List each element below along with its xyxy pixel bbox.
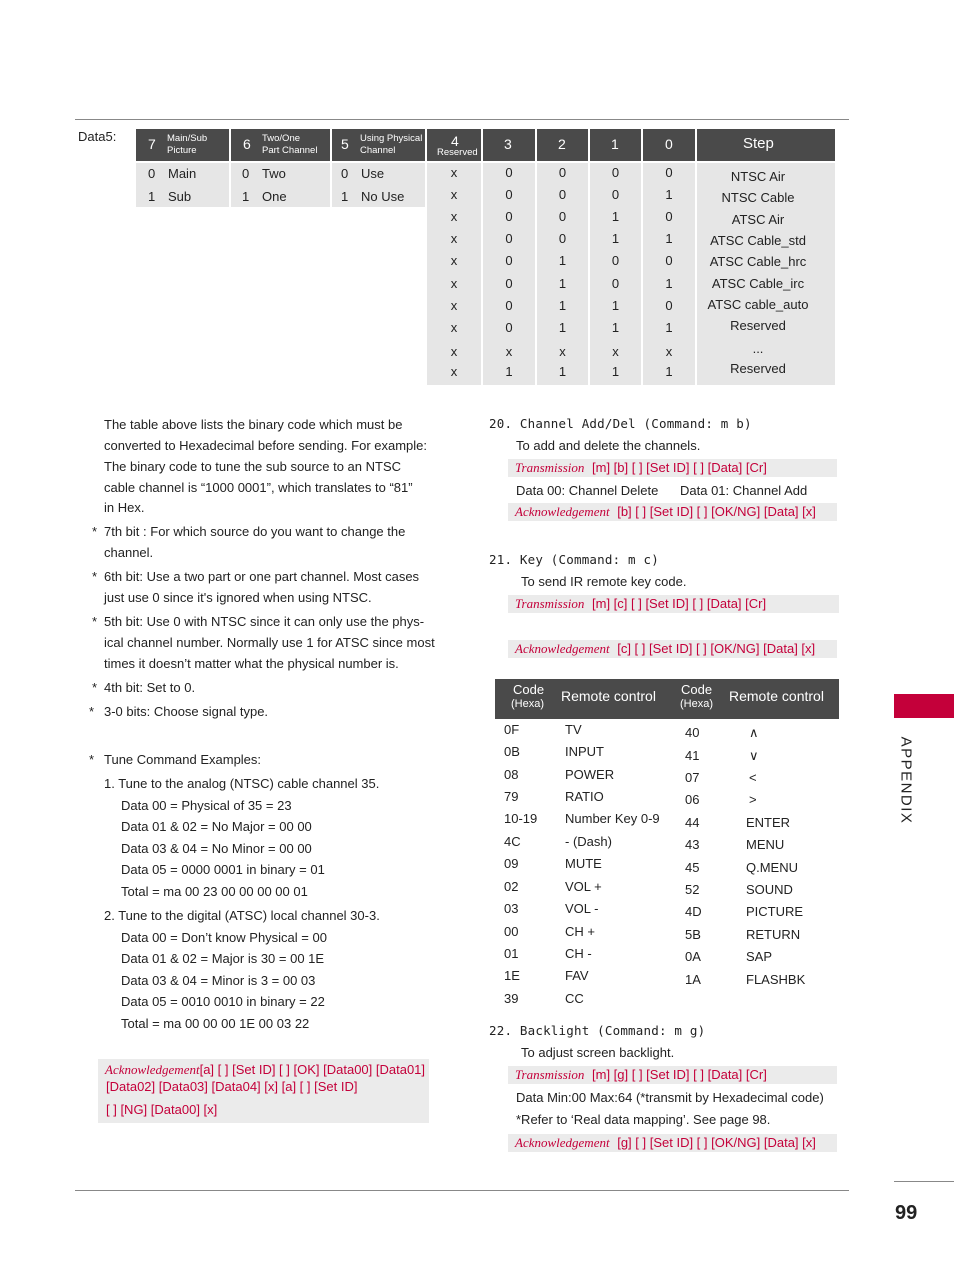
- key-code: 44: [685, 815, 700, 830]
- left-ack-line: [Data02] [Data03] [Data04] [x] [a] [ ] [Set ID]: [106, 1079, 358, 1094]
- key-code: 1E: [504, 968, 520, 983]
- note-text: 3-0 bits: Choose signal type.: [104, 704, 269, 719]
- step-name: Reserved: [730, 361, 786, 376]
- bit5-name-0: Use: [361, 166, 385, 181]
- key-name: VOL -: [565, 901, 599, 916]
- step-name: ATSC Air: [731, 212, 785, 227]
- key-name: MUTE: [565, 856, 602, 871]
- key-name: Q.MENU: [746, 860, 798, 875]
- key-code: 06: [685, 792, 700, 807]
- step-header-label: Step: [743, 135, 774, 152]
- intro-line: The table above lists the binary code which must be: [104, 417, 403, 432]
- key-code: 41: [685, 748, 700, 763]
- key-code: 00: [504, 924, 519, 939]
- side-tab-bar: [894, 694, 954, 718]
- example-line: Data 05 = 0010 0010 in binary = 22: [121, 994, 325, 1009]
- key-name: TV: [565, 722, 582, 737]
- example-line: Total = ma 00 00 00 1E 00 03 22: [121, 1016, 310, 1031]
- tune-bullet: *: [89, 752, 95, 767]
- bit5-header: [332, 129, 425, 161]
- key-code: 39: [504, 991, 519, 1006]
- bit6-val-1: 1: [242, 189, 250, 204]
- key-name: CH +: [565, 924, 595, 939]
- bit4-label: Reserved: [437, 147, 478, 158]
- bit3-value: x: [505, 344, 513, 359]
- bit1-value: x: [612, 344, 619, 359]
- ack-format: [c] [ ] [Set ID] [ ] [OK/NG] [Data] [x]: [617, 641, 816, 656]
- code-header-left: Code: [513, 682, 545, 697]
- step-name: ATSC Cable_irc: [711, 276, 805, 291]
- bit0-number: 0: [665, 136, 673, 152]
- ack-format: [g] [ ] [Set ID] [ ] [OK/NG] [Data] [x]: [617, 1135, 816, 1150]
- key-name: >: [749, 792, 757, 807]
- key-name: RATIO: [565, 789, 604, 804]
- bit0-value: 1: [665, 320, 673, 335]
- key-name: RETURN: [746, 927, 801, 942]
- section-20-acknowledgement: [508, 503, 837, 521]
- bit1-header: [590, 129, 641, 161]
- example-line: Data 00 = Physical of 35 = 23: [121, 798, 292, 813]
- bit5-label: Using Physical Channel: [360, 133, 423, 156]
- key-name: ∧: [749, 725, 759, 740]
- bit2-value: 1: [558, 320, 567, 335]
- tune-title: Tune Command Examples:: [104, 752, 262, 767]
- bit4-value: x: [450, 364, 458, 379]
- left-ack-label: Acknowledgement: [105, 1062, 200, 1077]
- key-code: 01: [504, 946, 519, 961]
- key-name: FLASHBK: [746, 972, 806, 987]
- key-name: SAP: [746, 949, 773, 964]
- example-line: Data 00 = Don’t know Physical = 00: [121, 930, 327, 945]
- bit6-val-0: 0: [242, 166, 250, 181]
- bit3-value: 0: [505, 231, 513, 246]
- bit6-number: 6: [243, 136, 251, 152]
- bit4-value: x: [450, 320, 458, 335]
- key-code: 4C: [504, 834, 521, 849]
- bit3-value: 0: [505, 276, 513, 291]
- transmission-format: [m] [b] [ ] [Set ID] [ ] [Data] [Cr]: [592, 460, 767, 475]
- bit7-label: Main/Sub Picture: [167, 133, 208, 156]
- bit1-value: 1: [611, 209, 620, 224]
- key-code: 43: [685, 837, 700, 852]
- key-name: MENU: [746, 837, 785, 852]
- bit2-value: 0: [558, 165, 567, 180]
- section-20-heading: 20. Channel Add/Del (Command: m b): [489, 416, 752, 431]
- bit2-header: [537, 129, 588, 161]
- left-ack-box: [98, 1059, 429, 1123]
- left-ack-line: [ ] [NG] [Data00] [x]: [106, 1102, 218, 1117]
- bit0-header: [643, 129, 695, 161]
- bit4-value: x: [450, 165, 458, 180]
- step-header: [697, 129, 835, 161]
- bit0-value: 0: [665, 253, 673, 268]
- example-line: Data 03 & 04 = Minor is 3 = 00 03: [121, 973, 316, 988]
- transmission-label: Transmission: [515, 596, 585, 611]
- bit4-value: x: [450, 209, 458, 224]
- section-21-desc: To send IR remote key code.: [521, 574, 687, 589]
- remote-header-right: Remote control: [729, 688, 824, 704]
- page-number-rule: [894, 1181, 954, 1182]
- transmission-label: Transmission: [515, 460, 585, 475]
- bottom-rule: [75, 1190, 849, 1191]
- bit3-value: 0: [505, 187, 513, 202]
- key-name: Number Key 0-9: [565, 811, 660, 826]
- bit6-name-1: One: [262, 189, 287, 204]
- section-21-heading: 21. Key (Command: m c): [489, 552, 659, 567]
- key-code: 5B: [685, 927, 701, 942]
- key-code: 02: [504, 879, 519, 894]
- key-code: 4D: [685, 904, 702, 919]
- step-name: ATSC Cable_hrc: [709, 254, 807, 269]
- key-name: INPUT: [565, 744, 604, 759]
- bit4-value: x: [450, 231, 458, 246]
- bit7-header: [136, 129, 229, 161]
- section-21-acknowledgement: [508, 640, 837, 658]
- bit1-value: 0: [611, 276, 620, 291]
- bit3-value: 0: [505, 298, 513, 313]
- bit2-value: 1: [558, 276, 567, 291]
- example-line: 1. Tune to the analog (NTSC) cable channel 35.: [104, 776, 380, 791]
- bit3-header: [483, 129, 535, 161]
- bit4-value: x: [450, 344, 458, 359]
- section-22-note: *Refer to ‘Real data mapping’. See page 98.: [516, 1112, 771, 1127]
- ack-label: Acknowledgement: [515, 1135, 610, 1150]
- bit0-value: 1: [665, 276, 673, 291]
- bit1-value: 1: [611, 364, 620, 379]
- bit5-number: 5: [341, 136, 349, 152]
- key-code: 07: [685, 770, 700, 785]
- note-text: 4th bit: Set to 0.: [104, 680, 196, 695]
- key-code: 10-19: [504, 811, 538, 826]
- intro-line: cable channel is “1000 0001”, which translates to “81”: [104, 480, 413, 495]
- step-name: NTSC Cable: [721, 190, 795, 205]
- bit2-value: 1: [558, 298, 567, 313]
- bit4-value: x: [450, 253, 458, 268]
- example-line: Data 01 & 02 = Major is 30 = 00 1E: [121, 951, 325, 966]
- bit4-header: [427, 129, 481, 161]
- key-table-header: [495, 679, 839, 719]
- bit6-label: Two/One Part Channel: [262, 133, 318, 156]
- bit4-number: 4: [451, 133, 459, 149]
- section-20-data-delete: Data 00: Channel Delete: [516, 483, 659, 498]
- bit5-val-1: 1: [341, 189, 349, 204]
- bit1-value: 1: [611, 298, 620, 313]
- bit1-value: 1: [611, 320, 620, 335]
- left-ack-line: [a] [ ] [Set ID] [ ] [OK] [Data00] [Data01]: [199, 1062, 426, 1077]
- top-rule: [75, 119, 849, 120]
- bit7-val-1: 1: [148, 189, 156, 204]
- bit2-value: 0: [558, 231, 567, 246]
- key-code: 0A: [685, 949, 701, 964]
- note-bullet: *: [89, 704, 95, 719]
- bit4-value: x: [450, 276, 458, 291]
- key-name: PICTURE: [746, 904, 804, 919]
- bit2-value: x: [559, 344, 566, 359]
- key-name: ∨: [749, 748, 759, 763]
- bit2-value: 0: [558, 209, 567, 224]
- bit3-value: 0: [505, 320, 513, 335]
- note-text: 6th bit: Use a two part or one part channel. Most cases: [104, 569, 420, 584]
- note-bullet: *: [92, 524, 98, 539]
- key-code: 40: [685, 725, 700, 740]
- key-name: CC: [565, 991, 584, 1006]
- bit1-value: 0: [611, 187, 620, 202]
- bit0-value: 0: [665, 165, 673, 180]
- data5-label: Data5:: [78, 129, 117, 144]
- bit0-value: 1: [665, 187, 673, 202]
- code-header-right: Code: [681, 682, 713, 697]
- note-bullet: *: [92, 680, 98, 695]
- bit7-val-0: 0: [148, 166, 156, 181]
- bit2-value: 0: [558, 187, 567, 202]
- note-text: channel.: [104, 545, 154, 560]
- bit4-value: x: [450, 187, 458, 202]
- bit3-value: 1: [505, 364, 513, 379]
- key-code: 52: [685, 882, 700, 897]
- section-22-desc: To adjust screen backlight.: [521, 1045, 675, 1060]
- example-line: Data 03 & 04 = No Minor = 00 00: [121, 841, 312, 856]
- section-22-transmission: [508, 1066, 837, 1084]
- key-name: POWER: [565, 767, 615, 782]
- section-21-transmission: [508, 595, 839, 613]
- step-name: ...: [752, 341, 764, 356]
- section-20-transmission: [508, 459, 837, 477]
- key-name: VOL +: [565, 879, 602, 894]
- remote-header-left: Remote control: [561, 688, 656, 704]
- bit7-number: 7: [148, 136, 156, 152]
- note-text: 7th bit : For which source do you want to change the: [104, 524, 406, 539]
- ack-format: [b] [ ] [Set ID] [ ] [OK/NG] [Data] [x]: [617, 504, 816, 519]
- example-line: Total = ma 00 23 00 00 00 00 01: [121, 884, 308, 899]
- transmission-format: [m] [c] [ ] [Set ID] [ ] [Data] [Cr]: [592, 596, 767, 611]
- key-code: 79: [504, 789, 519, 804]
- section-22-acknowledgement: [508, 1134, 837, 1152]
- step-name: Reserved: [730, 318, 786, 333]
- bit2-value: 1: [558, 364, 567, 379]
- key-code: 45: [685, 860, 700, 875]
- bit3-value: 0: [505, 209, 513, 224]
- key-name: CH -: [565, 946, 592, 961]
- key-name: <: [749, 770, 757, 785]
- key-name: SOUND: [746, 882, 793, 897]
- bit7-name-0: Main: [168, 166, 197, 181]
- bit6-name-0: Two: [262, 166, 286, 181]
- key-code: 08: [504, 767, 519, 782]
- bit1-value: 1: [611, 231, 620, 246]
- note-text: just use 0 since it's ignored when using NTSC.: [104, 590, 372, 605]
- note-bullet: *: [92, 569, 98, 584]
- bit3-value: 0: [505, 253, 513, 268]
- transmission-label: Transmission: [515, 1067, 585, 1082]
- example-line: 2. Tune to the digital (ATSC) local channel 30-3.: [104, 908, 380, 923]
- bit6-header: [231, 129, 330, 161]
- transmission-format: [m] [g] [ ] [Set ID] [ ] [Data] [Cr]: [592, 1067, 767, 1082]
- key-code: 09: [504, 856, 519, 871]
- section-20-desc: To add and delete the channels.: [516, 438, 701, 453]
- bit3-number: 3: [504, 136, 512, 152]
- key-code: 0F: [504, 722, 520, 737]
- hexa-header-right: (Hexa): [680, 698, 714, 710]
- bit2-value: 1: [558, 253, 567, 268]
- key-code: 1A: [685, 972, 701, 987]
- key-name: FAV: [565, 968, 589, 983]
- bit2-number: 2: [558, 136, 566, 152]
- key-code: 03: [504, 901, 519, 916]
- intro-line: converted to Hexadecimal before sending. For example:: [104, 438, 428, 453]
- bit1-value: 0: [611, 165, 620, 180]
- ack-label: Acknowledgement: [515, 504, 610, 519]
- ack-label: Acknowledgement: [515, 641, 610, 656]
- bit4-value: x: [450, 298, 458, 313]
- bit0-value: 1: [665, 231, 673, 246]
- side-tab: [893, 738, 917, 838]
- bit0-value: 1: [665, 364, 673, 379]
- bit7-name-1: Sub: [168, 189, 192, 204]
- section-22-data-range: Data Min:00 Max:64 (*transmit by Hexadecimal code): [516, 1090, 824, 1105]
- section-20-data-add: Data 01: Channel Add: [680, 483, 808, 498]
- page-number: 99: [895, 1202, 918, 1224]
- bit5-name-1: No Use: [361, 189, 405, 204]
- key-name: ENTER: [746, 815, 791, 830]
- example-line: Data 01 & 02 = No Major = 00 00: [121, 819, 312, 834]
- step-name: ATSC Cable_std: [710, 233, 806, 248]
- bit1-value: 0: [611, 253, 620, 268]
- note-text: 5th bit: Use 0 with NTSC since it can only use the phys-: [104, 614, 425, 629]
- bit0-value: 0: [665, 298, 673, 313]
- note-text: times it doesn’t matter what the physical number is.: [104, 656, 399, 671]
- step-name: NTSC Air: [730, 169, 786, 184]
- bit3-value: 0: [505, 165, 513, 180]
- section-22-heading: 22. Backlight (Command: m g): [489, 1023, 706, 1038]
- intro-line: in Hex.: [104, 500, 145, 515]
- bit1-number: 1: [611, 136, 619, 152]
- key-name: - (Dash): [565, 834, 612, 849]
- side-tab-label: APPENDIX: [897, 736, 915, 825]
- bit5-val-0: 0: [341, 166, 349, 181]
- bit0-value: 0: [665, 209, 673, 224]
- step-name: ATSC cable_auto: [707, 297, 809, 312]
- key-code: 0B: [504, 744, 520, 759]
- bit0-value: x: [665, 344, 673, 359]
- note-text: ical channel number. Normally use 1 for ATSC since most: [104, 635, 435, 650]
- intro-line: The binary code to tune the sub source to an NTSC: [104, 459, 402, 474]
- note-bullet: *: [92, 614, 98, 629]
- example-line: Data 05 = 0000 0001 in binary = 01: [121, 862, 325, 877]
- hexa-header-left: (Hexa): [511, 698, 545, 710]
